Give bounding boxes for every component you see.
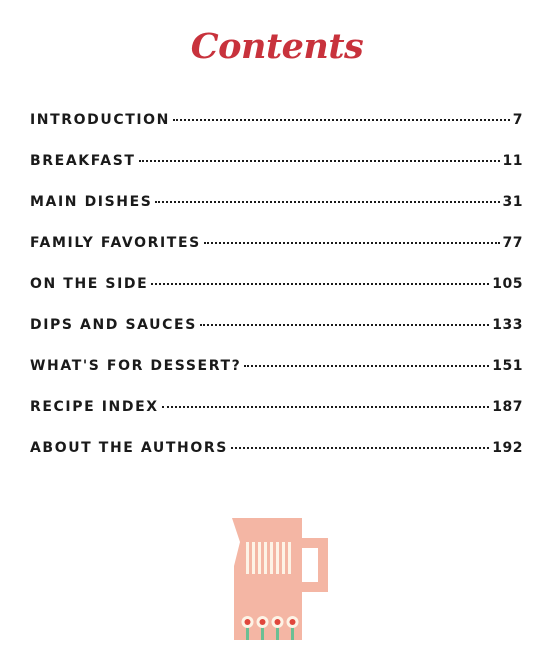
toc-page-number: 133 xyxy=(492,317,523,333)
dot-leader xyxy=(151,283,489,285)
toc-page-number: 192 xyxy=(492,440,523,456)
toc-entry-label: ABOUT THE AUTHORS xyxy=(30,440,228,456)
toc-entry-breakfast[interactable] xyxy=(30,153,523,194)
dot-leader xyxy=(162,406,490,408)
toc-entry-whats-for-dessert[interactable] xyxy=(30,358,523,399)
toc-entry-label: RECIPE INDEX xyxy=(30,399,159,415)
toc-entry-label: FAMILY FAVORITES xyxy=(30,235,201,251)
toc-page-number: 151 xyxy=(492,358,523,374)
toc-entry-label: DIPS AND SAUCES xyxy=(30,317,197,333)
toc-entry-recipe-index[interactable] xyxy=(30,399,523,440)
table-of-contents xyxy=(30,112,523,481)
dot-leader xyxy=(244,365,489,367)
toc-entry-label: INTRODUCTION xyxy=(30,112,170,128)
toc-page-number: 187 xyxy=(492,399,523,415)
toc-page-number: 77 xyxy=(502,235,523,251)
toc-entry-label: MAIN DISHES xyxy=(30,194,153,210)
toc-entry-label: BREAKFAST xyxy=(30,153,136,169)
toc-entry-introduction[interactable] xyxy=(30,112,523,153)
toc-page-number: 7 xyxy=(512,112,523,128)
dot-leader xyxy=(173,119,510,121)
pitcher-icon xyxy=(226,516,336,646)
toc-entry-main-dishes[interactable] xyxy=(30,194,523,235)
toc-entry-about-the-authors[interactable] xyxy=(30,440,523,481)
toc-page-number: 11 xyxy=(502,153,523,169)
dot-leader xyxy=(155,201,499,203)
toc-entry-label: WHAT'S FOR DESSERT? xyxy=(30,358,242,374)
toc-entry-label: ON THE SIDE xyxy=(30,276,149,292)
toc-entry-dips-and-sauces[interactable] xyxy=(30,317,523,358)
page-title: Contents xyxy=(190,26,364,67)
toc-page-number: 105 xyxy=(492,276,523,292)
dot-leader xyxy=(139,160,500,162)
toc-entry-on-the-side[interactable] xyxy=(30,276,523,317)
pitcher-handle xyxy=(298,538,328,592)
dot-leader xyxy=(200,324,489,326)
toc-entry-family-favorites[interactable] xyxy=(30,235,523,276)
toc-page-number: 31 xyxy=(502,194,523,210)
dot-leader xyxy=(204,242,500,244)
dot-leader xyxy=(231,447,489,449)
